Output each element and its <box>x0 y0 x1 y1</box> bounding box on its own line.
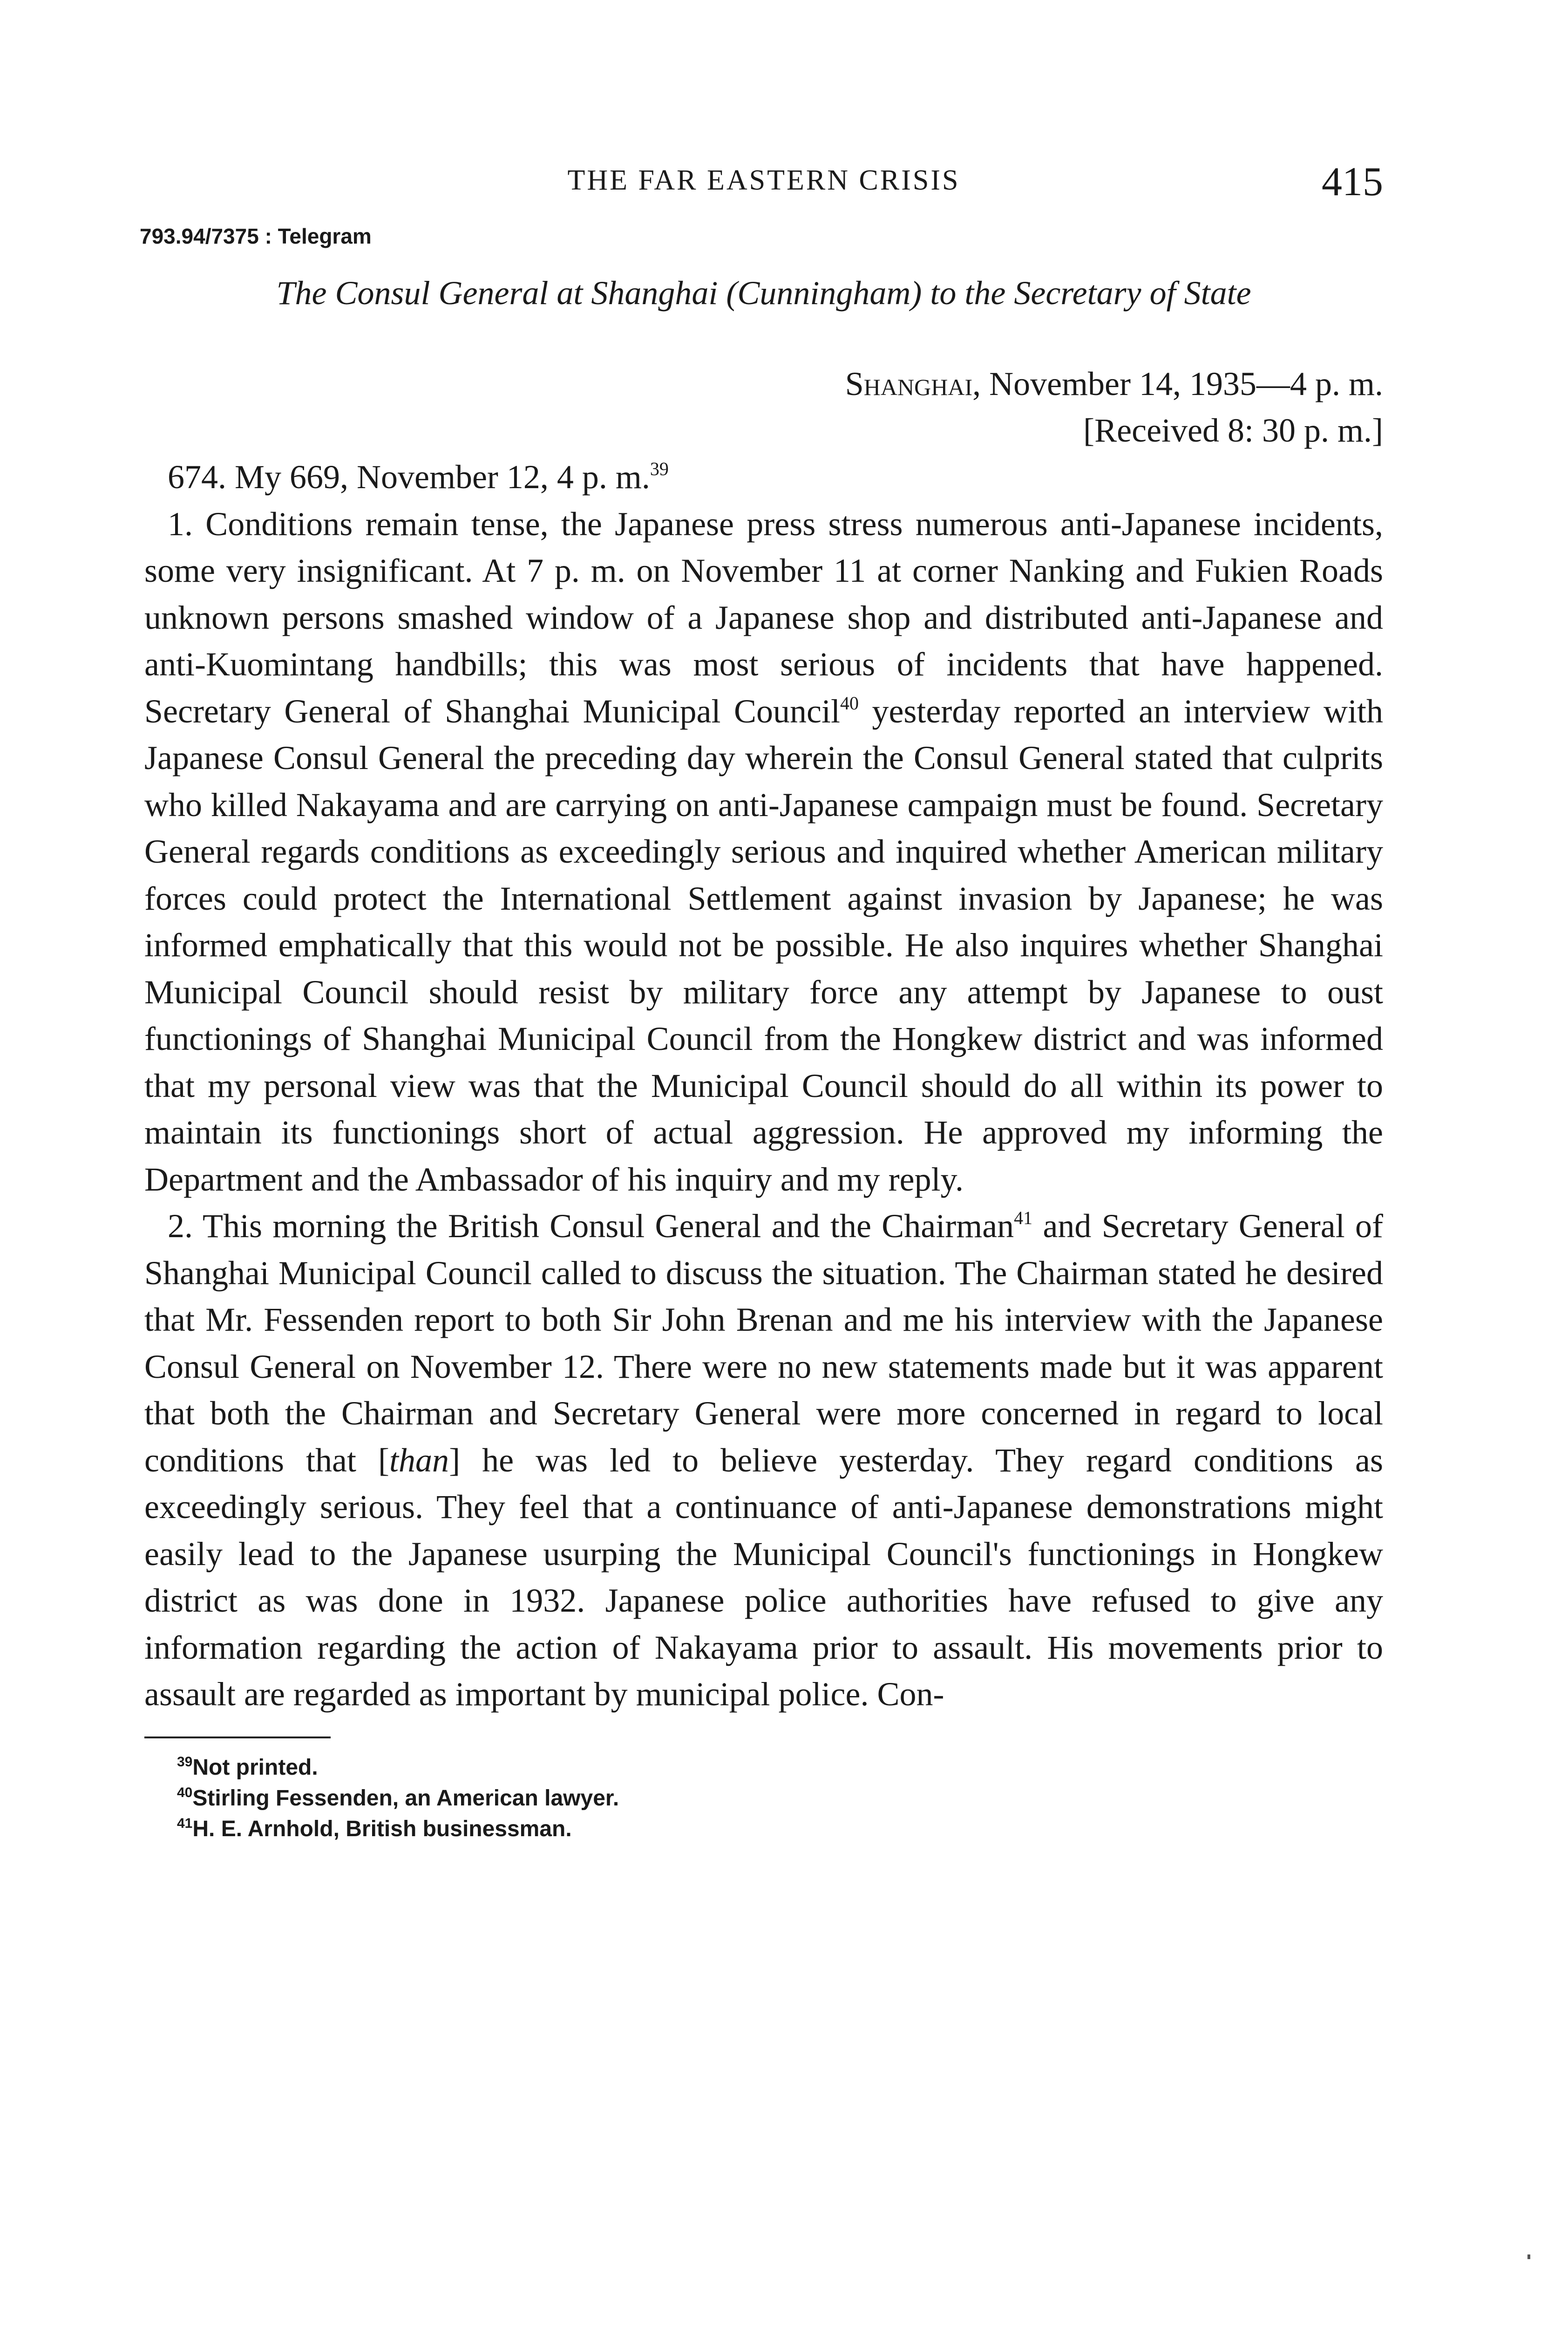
telegram-body <box>144 454 1383 1718</box>
paragraph-2-text-b: and Secretary General of Shanghai Municipal Council called to discuss the situation. The Chairman stated he desired that Mr. Fessenden report to both Sir John Brenan and me his interview with the Japanese Consul General on November 12. There were no new statements made but it was apparent that both the Chairman and Secretary General were more concerned in regard to local conditions that [ <box>144 1207 1384 1479</box>
footnote-mark: 39 <box>177 1754 193 1770</box>
dateline-place: Shanghai <box>845 365 973 402</box>
document-title: The Consul General at Shanghai (Cunningham) to the Secretary of State <box>276 274 1251 312</box>
paragraph-2 <box>144 1203 1383 1718</box>
footnote-41 <box>177 1814 1383 1845</box>
document-page <box>140 158 1384 1845</box>
dateline <box>144 361 1383 407</box>
running-title: THE FAR EASTERN CRISIS <box>567 164 960 196</box>
reference-line <box>144 454 1383 501</box>
footnotes <box>144 1752 1383 1845</box>
received-line: [Received 8: 30 p. m.] <box>1083 412 1383 449</box>
scan-speck <box>1527 2254 1530 2259</box>
paragraph-1-text-b: yesterday reported an interview with Japanese Consul General the preceding day wherein the Consul General stated that culprits who killed Nakayama and are carrying on anti-Japanese campaign must be found. Secretary General regards conditions as exceedingly serious and inquired whether American military forces could protect the International Settlement against invasion by Japanese; he was informed emphatically that this would not be possible. He also inquires whether Shanghai Municipal Council should resist by military force any attempt by Japanese to oust functionings of Shanghai Municipal Council from the Hongkew district and was informed that my personal view was that the Municipal Council should do all within its power to maintain its functionings short of actual aggression. He approved my informing the Department and the Ambassador of his inquiry and my reply. <box>144 692 1383 1198</box>
paragraph-2-text-a: 2. This morning the British Consul General and the Chairman <box>168 1207 1014 1245</box>
paragraph-2-than: than <box>389 1441 449 1479</box>
reference-text: 674. My 669, November 12, 4 p. m. <box>168 458 650 496</box>
footnote-mark: 41 <box>177 1815 193 1831</box>
footnote-40 <box>177 1783 1383 1814</box>
footnote-divider <box>144 1737 331 1738</box>
footnote-ref-40: 40 <box>840 692 859 714</box>
footnote-text: Not printed. <box>192 1755 318 1780</box>
footnote-ref-39: 39 <box>650 458 669 479</box>
footnote-ref-41: 41 <box>1014 1207 1033 1228</box>
file-reference: 793.94/7375 : Telegram <box>140 224 372 248</box>
footnote-mark: 40 <box>177 1784 193 1800</box>
running-head <box>144 158 1383 210</box>
page-number: 415 <box>1322 159 1383 204</box>
footnote-39 <box>177 1752 1383 1783</box>
paragraph-2-text-c: ] he was led to believe yesterday. They regard conditions as exceedingly serious. They feel that a continuance of anti-Japanese demonstrations might easily lead to the Japanese usurping the Municipal Council's functionings in Hongkew district as was done in 1932. Japanese police authorities have refused to give any information regarding the action of Nakayama prior to assault. His movements prior to assault are regarded as important by municipal police. Con- <box>144 1441 1383 1713</box>
paragraph-1 <box>144 501 1383 1203</box>
footnote-text: H. E. Arnhold, British businessman. <box>192 1816 572 1841</box>
dateline-date: , November 14, 1935—4 p. m. <box>972 365 1383 402</box>
paragraph-1-text-a: 1. Conditions remain tense, the Japanese press stress numerous anti-Japanese incidents, some very insignificant. At 7 p. m. on November 11 at corner Nanking and Fukien Roads unknown persons smashed window of a Japanese shop and distributed anti-Japanese and anti-Kuomintang handbills; this was most serious of incidents that have happened. Secretary General of Shanghai Municipal Council <box>144 505 1383 730</box>
footnote-text: Stirling Fessenden, an American lawyer. <box>192 1785 619 1811</box>
